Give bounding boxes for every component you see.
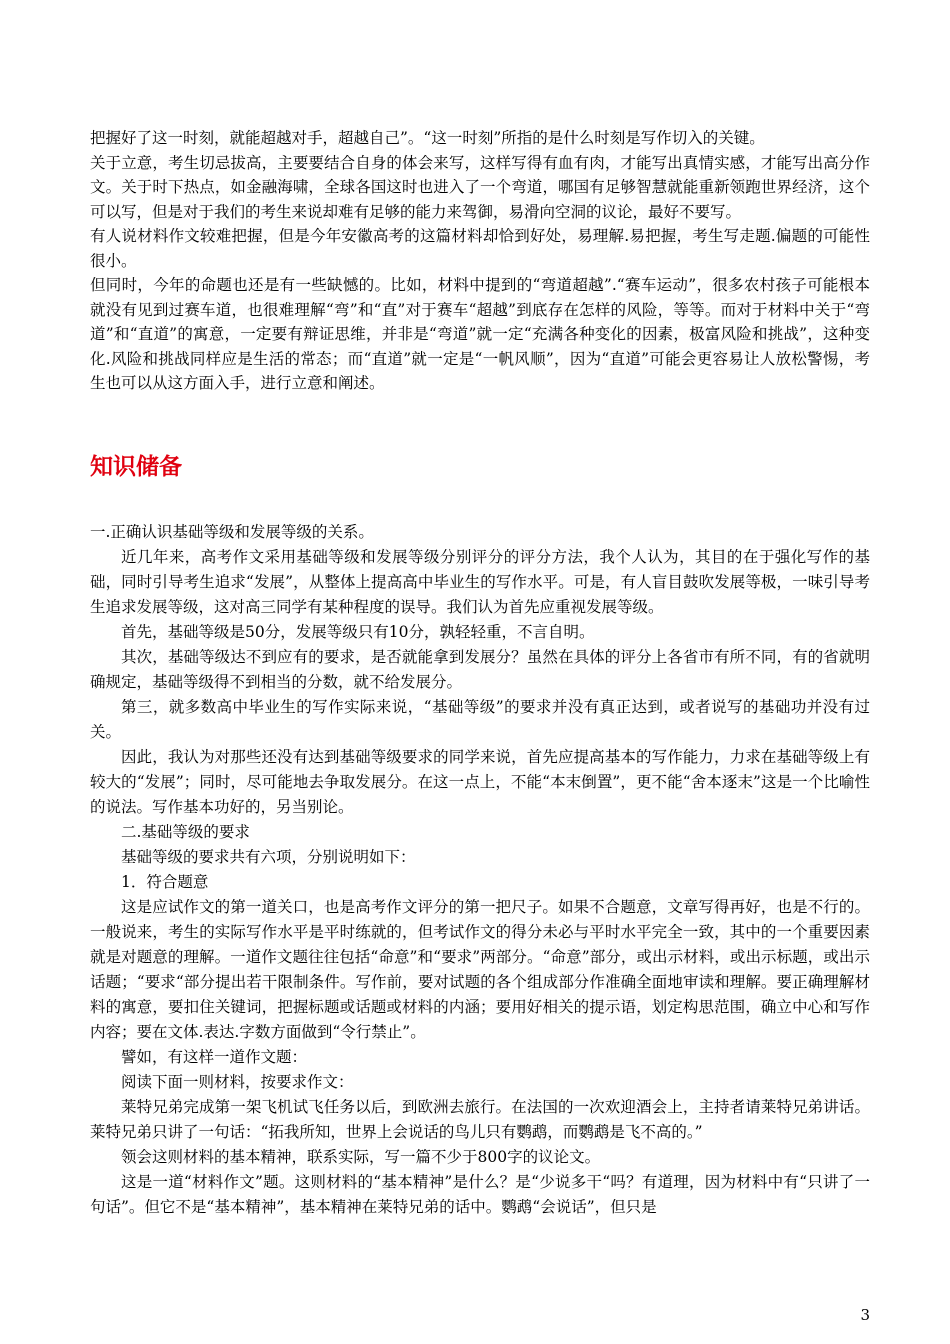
intro-paragraph-1: 把握好了这一时刻，就能超越对手，超越自己”。“这一时刻”所指的是什么时刻是写作切入的关键。: [90, 129, 765, 147]
main-paragraph: 近几年来，高考作文采用基础等级和发展等级分别评分的评分方法，我个人认为，其目的在于强化写作的基础，同时引导考生追求“发展”，从整体上提高高中毕业生的写作水平。可是，有人盲目鼓吹发展等极，一味引导考生追求发展等级，这对高三同学有某种程度的误导。我们认为首先应重视发展等级。: [90, 548, 870, 616]
main-paragraph: 因此，我认为对那些还没有达到基础等级要求的同学来说，首先应提高基本的写作能力，力求在基础等级上有较大的“发展”；同时，尽可能地去争取发展分。在这一点上，不能“本末倒置”，更不能“舍本逐末”这是一个比喻性的说法。写作基本功好的，另当别论。: [90, 748, 870, 816]
intro-paragraph-2: 关于立意，考生切忌拔高，主要要结合自身的体会来写，这样写得有血有肉，才能写出真情实感，才能写出高分作文。关于时下热点，如金融海啸，全球各国这时也进入了一个弯道，哪国有足够智慧就能重新领跑世界经济，这个可以写，但是对于我们的考生来说却难有足够的能力来驾御，易滑向空洞的议论，最好不要写。: [90, 153, 870, 221]
main-paragraph: 譬如，有这样一道作文题：: [121, 1048, 308, 1066]
quoted-material: 莱特兄弟完成第一架飞机试飞任务以后，到欧洲去旅行。在法国的一次欢迎酒会上，主持者请莱特兄弟讲话。莱特兄弟只讲了一句话：“拓我所知，世界上会说话的鸟儿只有鹦鹉，而鹦鹉是飞不高的。”: [90, 1098, 870, 1141]
section-heading: 知识储备: [90, 454, 182, 480]
main-paragraph: 第三，就多数高中毕业生的写作实际来说，“基础等级”的要求并没有真正达到，或者说写的基础功并没有过关。: [90, 698, 870, 741]
intro-section: [90, 126, 870, 396]
main-paragraph: 首先，基础等级是50分，发展等级只有10分，孰轻轻重，不言自明。: [121, 623, 595, 641]
page-number: 3: [860, 1306, 870, 1324]
main-paragraph: 这是应试作文的第一道关口，也是高考作文评分的第一把尺子。如果不合题意，文章写得再好，也是不行的。一般说来，考生的实际写作水平是平时练就的，但考试作文的得分未必与平时水平完全一致，其中的一个重要因素就是对题意的理解。一道作文题往往包括“命意”和“要求”两部分。“命意”部分，或出示材料，或出示标题，或出示话题；“要求“部分提出若干限制条件。写作前，要对试题的各个组成部分作准确全面地审读和理解。要正确理解材料的寓意，要扣住关键词，把握标题或话题或材料的内涵；要用好相关的提示语，划定构思范围，确立中心和写作内容；要在文体.表达.字数方面做到“令行禁止”。: [90, 898, 870, 1041]
intro-paragraph-4: 但同时，今年的命题也还是有一些缺憾的。比如，材料中提到的“弯道超越”.“赛车运动”，很多农村孩子可能根本就没有见到过赛车道，也很难理解“弯”和“直”对于赛车“超越”到底存在怎样的风险，等等。而对于材料中关于“弯道”和“直道”的寓意，一定要有辩证思维，并非是“弯道”就一定“充满各种变化的因素，极富风险和挑战”，这种变化.风险和挑战同样应是生活的常态；而“直道”就一定是“一帆风顺”，因为“直道”可能会更容易让人放松警惕，考生也可以从这方面入手，进行立意和阐述。: [90, 276, 870, 392]
main-paragraph: 领会这则材料的基本精神，联系实际，写一篇不少于800字的议论文。: [121, 1148, 601, 1166]
main-section: [90, 520, 870, 1220]
list-item-heading: 1．符合题意: [121, 873, 209, 891]
main-paragraph: 其次，基础等级达不到应有的要求，是否就能拿到发展分？虽然在具体的评分上各省市有所不同，有的省就明确规定，基础等级得不到相当的分数，就不给发展分。: [90, 648, 870, 691]
main-paragraph: 基础等级的要求共有六项，分别说明如下：: [121, 848, 416, 866]
subheading-2: 二.基础等级的要求: [121, 823, 250, 841]
intro-paragraph-3: 有人说材料作文较难把握，但是今年安徽高考的这篇材料却恰到好处，易理解.易把握，考生写走题.偏题的可能性很小。: [90, 227, 870, 270]
main-paragraph: 这是一道“材料作文”题。这则材料的“基本精神”是什么？是“少说多干“吗？有道理，因为材料中有“只讲了一句话”。但它不是“基本精神”，基本精神在莱特兄弟的话中。鹦鹉“会说话”，但只是: [90, 1173, 870, 1216]
main-paragraph: 阅读下面一则材料，按要求作文：: [121, 1073, 354, 1091]
subheading-1: 一.正确认识基础等级和发展等级的关系。: [90, 523, 374, 541]
